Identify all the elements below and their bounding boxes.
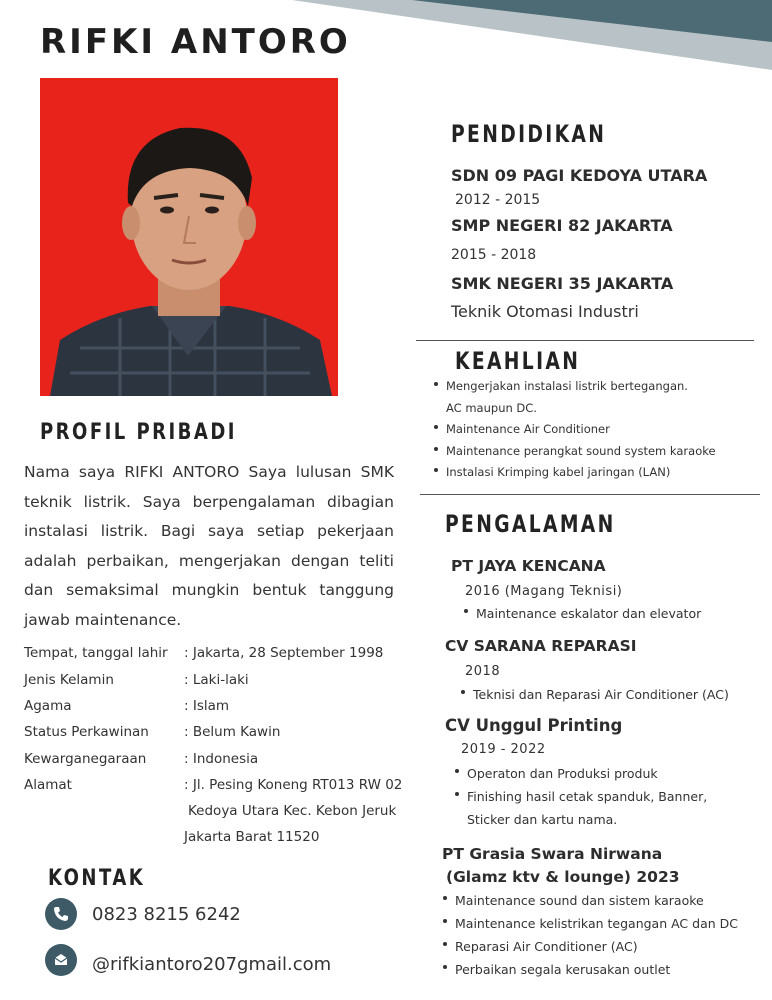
info-row-nationality [24,751,258,767]
skill-text: AC maupun DC. [446,400,537,415]
list-item [467,762,707,785]
experience-company: PT Grasia Swara Nirwana [442,845,663,863]
education-school: SDN 09 PAGI KEDOYA UTARA [451,166,708,185]
education-school: SMK NEGERI 35 JAKARTA [451,274,674,293]
list-item [455,958,738,981]
skill-text: Mengerjakan instalasi listrik bertegangan. [446,379,688,393]
list-item [446,462,716,484]
list-item [467,785,707,808]
list-item [455,935,738,958]
email-address[interactable]: @rifkiantoro207gmail.com [92,954,332,975]
profile-description: Nama saya RIFKI ANTORO Saya lulusan SMK teknik listrik. Saya berpengalaman dibagian instalasi listrik. Bagi saya setiap pekerjaan adalah perbaikan, mengerjakan dengan teliti dan semaksimal mungkin bentuk tanggung jawab maintenance. [24,463,394,629]
address-line-2: Kedoya Utara Kec. Kebon Jeruk [188,803,397,819]
bullet-icon [464,609,468,613]
info-label: Agama [24,698,72,714]
phone-number[interactable]: 0823 8215 6242 [92,904,241,925]
info-row-address [24,777,402,793]
experience-company: CV SARANA REPARASI [445,637,637,655]
bullet-icon [434,447,438,451]
skill-text: Instalasi Krimping kabel jaringan (LAN) [446,465,671,479]
info-row-birth [24,645,383,661]
experience-title: PENGALAMAN [445,510,616,538]
education-period: 2015 - 2018 [451,247,537,263]
info-row-gender [24,672,249,688]
experience-task: Operaton dan Produksi produk [467,766,658,781]
bullet-icon [443,919,447,923]
list-item [446,376,716,398]
section-divider [416,340,754,341]
skill-text: Maintenance perangkat sound system karaoke [446,443,716,458]
experience-task: Reparasi Air Conditioner (AC) [455,939,638,954]
info-value: : Belum Kawin [184,724,281,740]
bullet-icon [455,792,459,796]
experience-task: Maintenance eskalator dan elevator [476,606,702,621]
experience-period: 2019 - 2022 [461,742,546,757]
info-label: Kewarganegaraan [24,751,147,767]
bullet-icon [461,690,465,694]
info-label: Jenis Kelamin [24,672,114,688]
info-value: : Jakarta, 28 September 1998 [184,645,384,661]
profile-photo [40,78,338,396]
bullet-icon [443,942,447,946]
bullet-icon [455,769,459,773]
info-label: Alamat [24,777,72,793]
experience-list [467,762,707,831]
info-value: : Indonesia [184,751,259,767]
experience-task: Sticker dan kartu nama. [467,812,618,827]
bullet-icon [434,468,438,472]
bullet-icon [443,896,447,900]
experience-company: CV Unggul Printing [445,716,623,735]
experience-period: 2018 [465,664,501,679]
skill-text: Maintenance Air Conditioner [446,422,610,436]
experience-task: Perbaikan segala kerusakan outlet [455,962,671,977]
info-value: : Laki-laki [184,672,249,688]
experience-task: Teknisi dan Reparasi Air Conditioner (AC) [473,687,729,702]
info-label: Status Perkawinan [24,724,149,740]
skills-list [446,376,716,484]
bullet-icon [434,382,438,386]
profile-title: PROFIL PRIBADI [40,420,237,445]
info-value: : Islam [184,698,230,714]
experience-list [455,889,738,981]
info-row-marital [24,724,280,740]
education-title: PENDIDIKAN [451,120,607,148]
list-item [455,912,738,935]
email-icon [45,944,77,976]
experience-list [473,683,729,706]
bullet-icon [443,965,447,969]
list-item [476,602,701,625]
corner-decoration [292,0,772,80]
experience-period: 2016 (Magang Teknisi) [465,584,623,599]
list-item [467,808,707,831]
address-line-3: Jakarta Barat 11520 [184,829,320,845]
experience-company-detail: (Glamz ktv & lounge) 2023 [446,868,680,886]
list-item [446,398,716,420]
section-divider [420,494,760,495]
info-value: : Jl. Pesing Koneng RT013 RW 02 [184,777,403,793]
experience-company: PT JAYA KENCANA [451,557,606,575]
education-period: 2012 - 2015 [455,192,541,208]
contact-title: KONTAK [48,866,146,891]
phone-icon [45,898,77,930]
experience-list [476,602,701,625]
experience-task: Finishing hasil cetak spanduk, Banner, [467,789,708,804]
person-name: RIFKI ANTORO [40,22,351,62]
list-item [455,889,738,912]
experience-task: Maintenance kelistrikan tegangan AC dan DC [455,916,738,931]
skills-title: KEAHLIAN [455,347,581,375]
experience-task: Maintenance sound dan sistem karaoke [455,893,704,908]
list-item [446,441,716,463]
info-row-religion [24,698,229,714]
info-label: Tempat, tanggal lahir [24,645,168,661]
list-item [446,419,716,441]
education-major: Teknik Otomasi Industri [451,302,639,321]
education-school: SMP NEGERI 82 JAKARTA [451,216,673,235]
bullet-icon [434,425,438,429]
list-item [473,683,729,706]
